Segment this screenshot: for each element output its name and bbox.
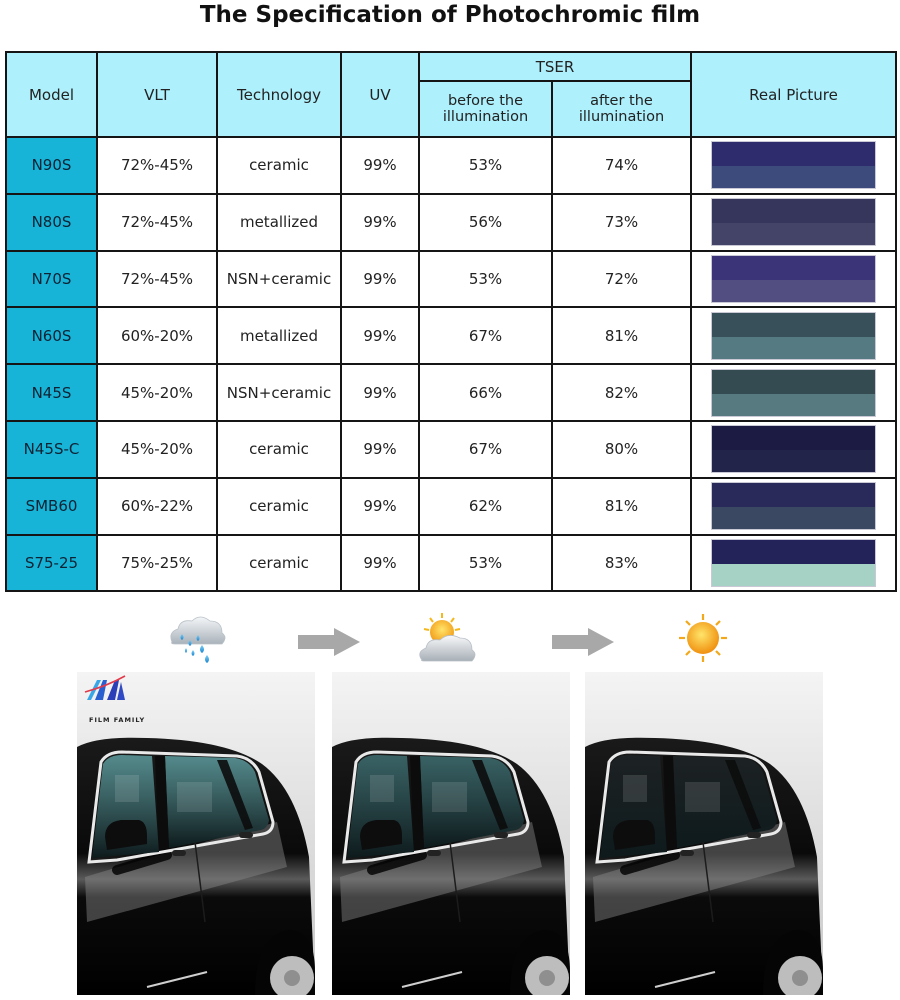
vlt-cell: 60%-22% bbox=[97, 478, 217, 535]
technology-cell: ceramic bbox=[217, 535, 341, 592]
film-sample-swatch bbox=[711, 539, 876, 587]
technology-cell: metallized bbox=[217, 307, 341, 364]
technology-cell: metallized bbox=[217, 194, 341, 251]
tser-before-cell: 56% bbox=[419, 194, 552, 251]
uv-cell: 99% bbox=[341, 137, 419, 194]
header-tser-after: after the illumination bbox=[552, 81, 691, 137]
real-picture-cell bbox=[691, 364, 896, 421]
vlt-cell: 45%-20% bbox=[97, 421, 217, 478]
tser-after-cell: 81% bbox=[552, 307, 691, 364]
tser-before-cell: 67% bbox=[419, 307, 552, 364]
vlt-cell: 45%-20% bbox=[97, 364, 217, 421]
technology-cell: NSN+ceramic bbox=[217, 364, 341, 421]
tser-before-cell: 53% bbox=[419, 251, 552, 308]
tser-before-cell: 53% bbox=[419, 137, 552, 194]
technology-cell: ceramic bbox=[217, 421, 341, 478]
vlt-cell: 72%-45% bbox=[97, 194, 217, 251]
tser-after-cell: 81% bbox=[552, 478, 691, 535]
uv-cell: 99% bbox=[341, 478, 419, 535]
car-panel-rainy bbox=[77, 672, 315, 995]
header-real-picture: Real Picture bbox=[691, 52, 896, 137]
model-cell: N80S bbox=[6, 194, 97, 251]
table-row bbox=[6, 364, 896, 421]
aa-logo-icon bbox=[77, 672, 147, 717]
film-sample-swatch bbox=[711, 369, 876, 417]
tser-before-cell: 66% bbox=[419, 364, 552, 421]
table-body bbox=[6, 137, 896, 591]
real-picture-cell bbox=[691, 251, 896, 308]
tser-after-cell: 72% bbox=[552, 251, 691, 308]
car-illustration bbox=[332, 672, 570, 995]
model-cell: S75-25 bbox=[6, 535, 97, 592]
tser-after-cell: 82% bbox=[552, 364, 691, 421]
real-picture-cell bbox=[691, 421, 896, 478]
model-cell: N45S bbox=[6, 364, 97, 421]
tser-after-cell: 73% bbox=[552, 194, 691, 251]
technology-cell: NSN+ceramic bbox=[217, 251, 341, 308]
arrow-right-icon bbox=[298, 628, 360, 656]
tser-after-cell: 80% bbox=[552, 421, 691, 478]
uv-cell: 99% bbox=[341, 307, 419, 364]
arrow-right-icon bbox=[552, 628, 614, 656]
tser-before-cell: 62% bbox=[419, 478, 552, 535]
header-model: Model bbox=[6, 52, 97, 137]
tser-after-cell: 74% bbox=[552, 137, 691, 194]
tser-before-cell: 53% bbox=[419, 535, 552, 592]
vlt-cell: 72%-45% bbox=[97, 251, 217, 308]
film-sample-swatch bbox=[711, 198, 876, 246]
vlt-cell: 60%-20% bbox=[97, 307, 217, 364]
uv-cell: 99% bbox=[341, 194, 419, 251]
weather-sequence bbox=[0, 610, 900, 670]
real-picture-cell bbox=[691, 307, 896, 364]
table-row bbox=[6, 478, 896, 535]
sun-icon bbox=[668, 610, 738, 670]
real-picture-cell bbox=[691, 137, 896, 194]
table-row bbox=[6, 137, 896, 194]
page-title: The Specification of Photochromic film bbox=[199, 2, 701, 28]
header-uv: UV bbox=[341, 52, 419, 137]
technology-cell: ceramic bbox=[217, 478, 341, 535]
vlt-cell: 72%-45% bbox=[97, 137, 217, 194]
tser-before-cell: 67% bbox=[419, 421, 552, 478]
partly-sunny-icon bbox=[414, 610, 484, 670]
brand-logo-text: FILM FAMILY bbox=[89, 716, 146, 724]
table-row bbox=[6, 535, 896, 592]
car-panel-partly-sunny bbox=[332, 672, 570, 995]
table-row bbox=[6, 307, 896, 364]
uv-cell: 99% bbox=[341, 251, 419, 308]
real-picture-cell bbox=[691, 535, 896, 592]
table-header-row bbox=[6, 52, 896, 81]
table-row bbox=[6, 421, 896, 478]
film-sample-swatch bbox=[711, 425, 876, 473]
rain-cloud-icon bbox=[162, 610, 232, 670]
model-cell: N45S-C bbox=[6, 421, 97, 478]
car-panel-sunny bbox=[585, 672, 823, 995]
uv-cell: 99% bbox=[341, 364, 419, 421]
model-cell: N60S bbox=[6, 307, 97, 364]
uv-cell: 99% bbox=[341, 535, 419, 592]
real-picture-cell bbox=[691, 478, 896, 535]
model-cell: N90S bbox=[6, 137, 97, 194]
film-sample-swatch bbox=[711, 255, 876, 303]
film-sample-swatch bbox=[711, 312, 876, 360]
header-tser: TSER bbox=[419, 52, 691, 81]
header-vlt: VLT bbox=[97, 52, 217, 137]
spec-table bbox=[5, 51, 897, 592]
table-row bbox=[6, 194, 896, 251]
real-picture-cell bbox=[691, 194, 896, 251]
tser-after-cell: 83% bbox=[552, 535, 691, 592]
vlt-cell: 75%-25% bbox=[97, 535, 217, 592]
technology-cell: ceramic bbox=[217, 137, 341, 194]
uv-cell: 99% bbox=[341, 421, 419, 478]
table-row bbox=[6, 251, 896, 308]
car-illustration bbox=[585, 672, 823, 995]
model-cell: SMB60 bbox=[6, 478, 97, 535]
film-sample-swatch bbox=[711, 141, 876, 189]
model-cell: N70S bbox=[6, 251, 97, 308]
header-technology: Technology bbox=[217, 52, 341, 137]
header-tser-before: before the illumination bbox=[419, 81, 552, 137]
film-sample-swatch bbox=[711, 482, 876, 530]
